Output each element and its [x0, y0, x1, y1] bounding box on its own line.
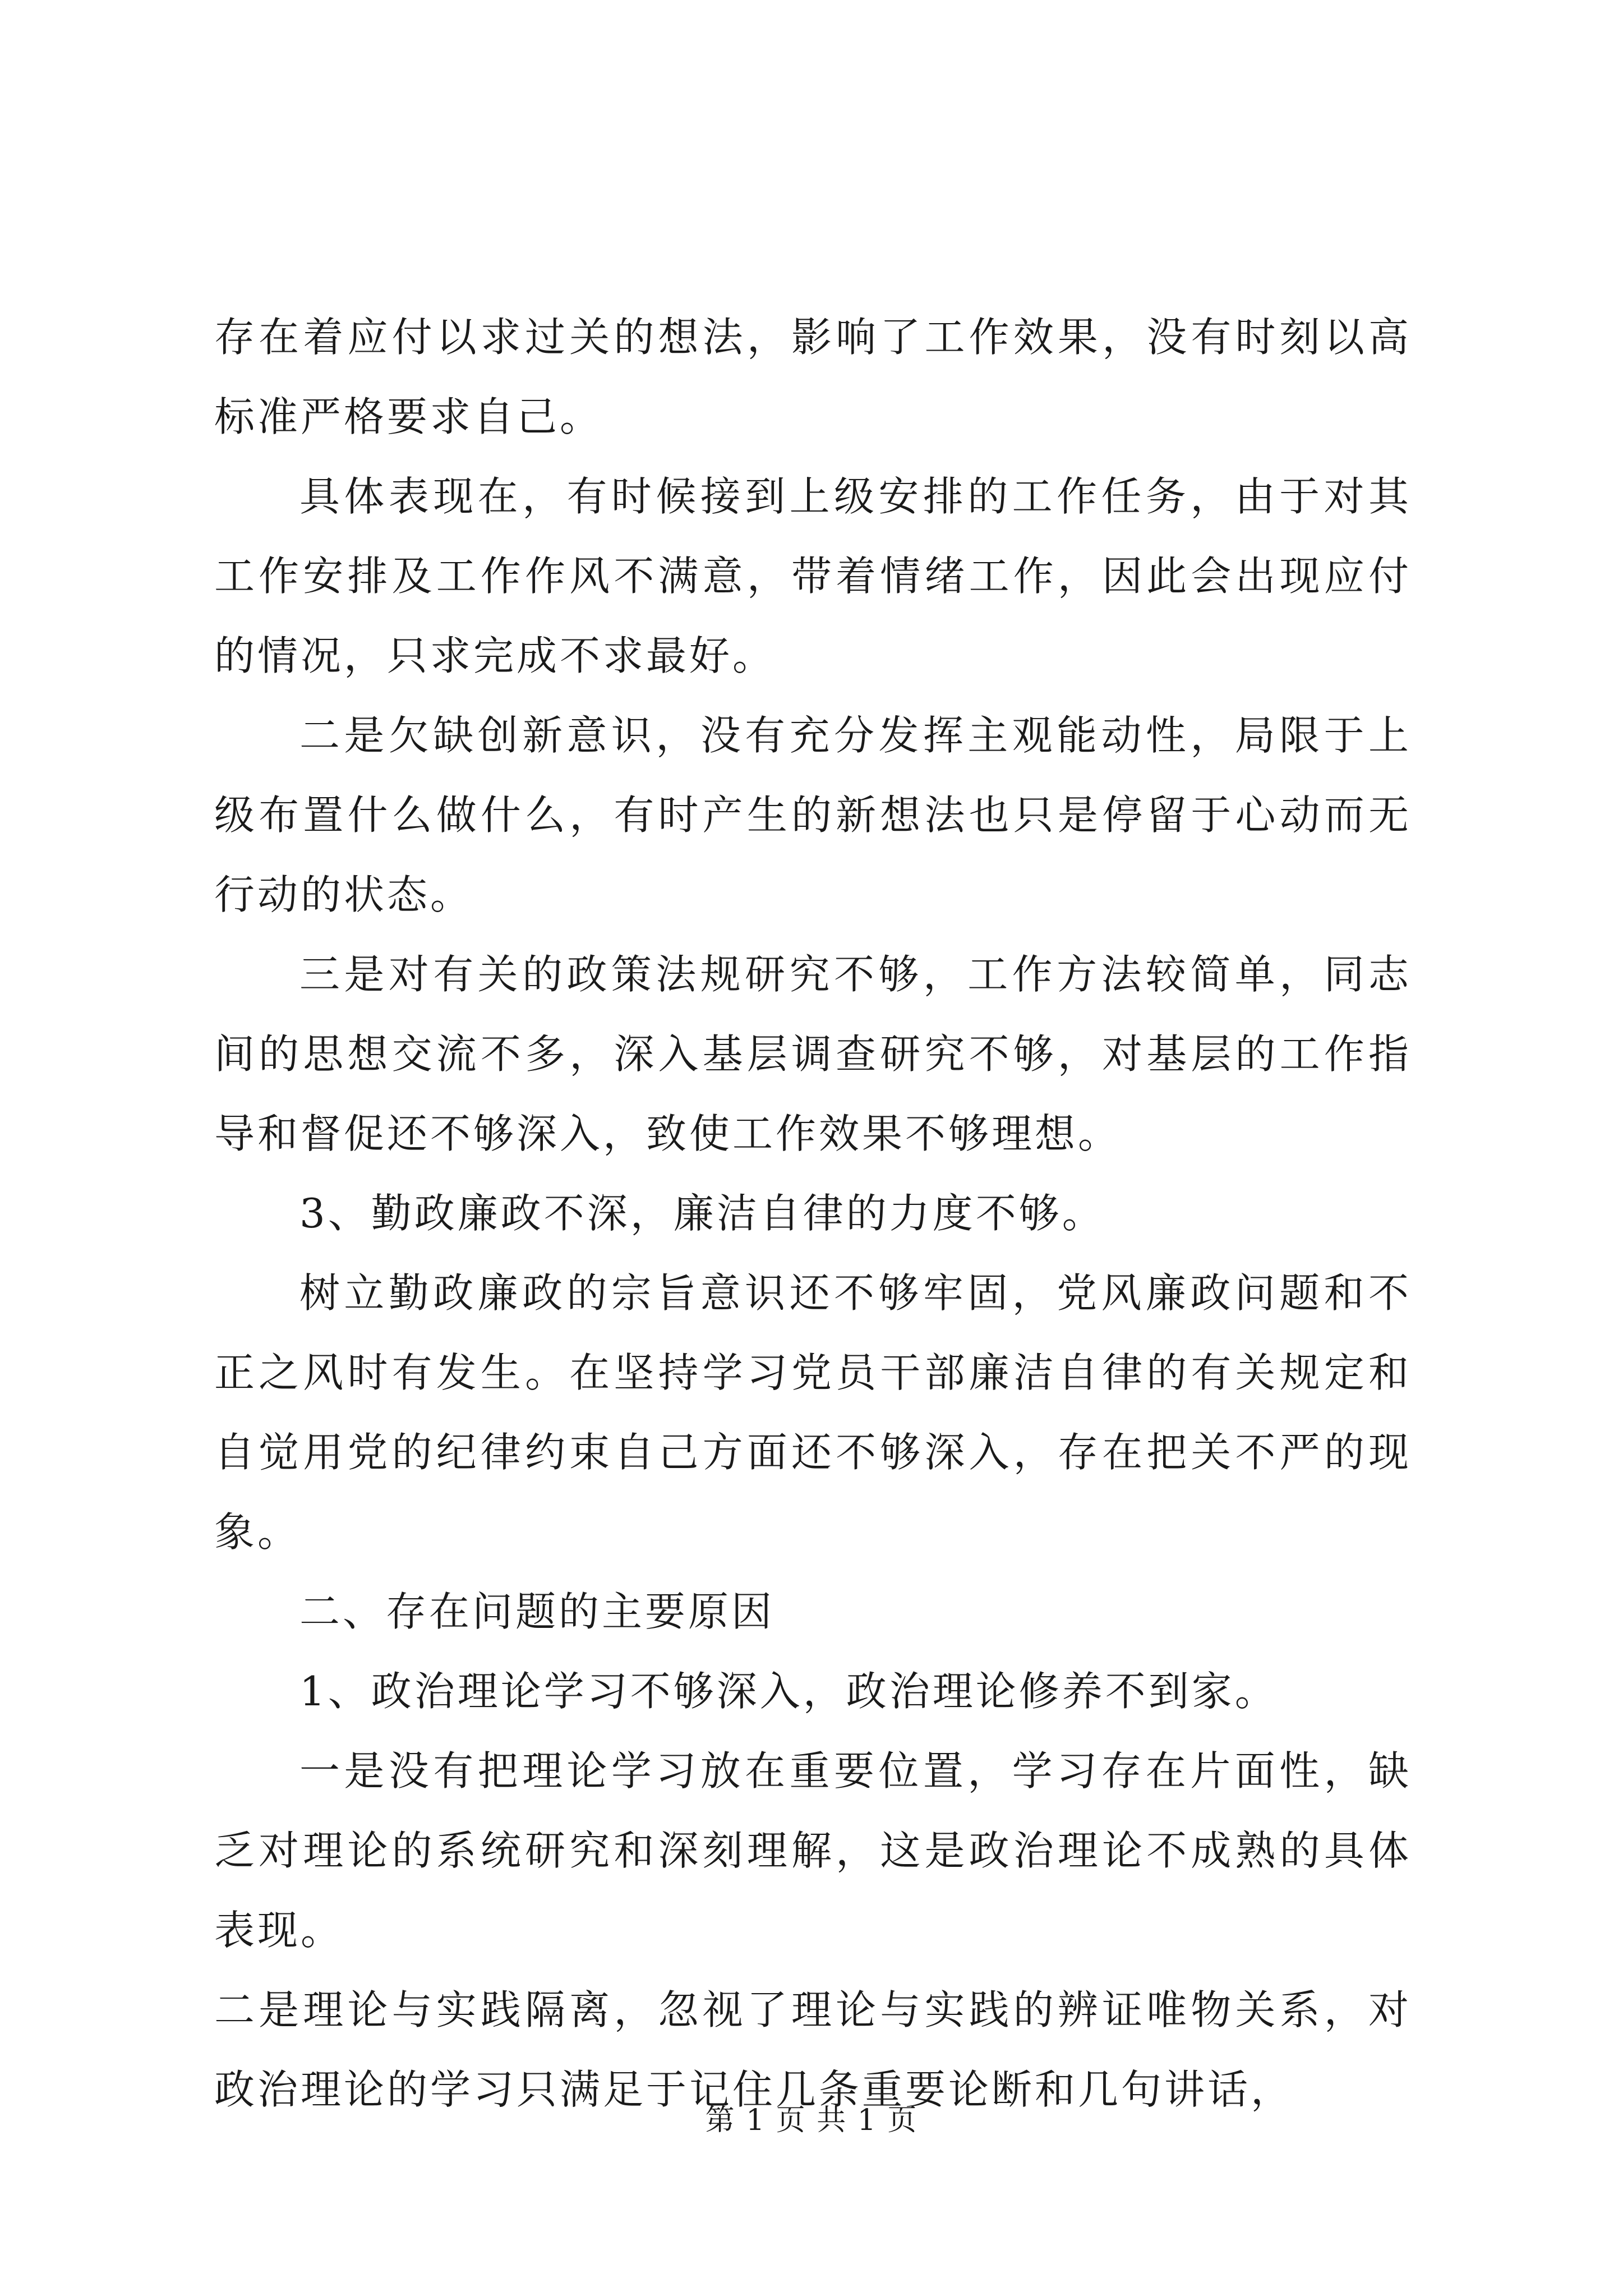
- section-heading: 二、存在问题的主要原因: [299, 1588, 775, 1635]
- page-footer: 第 1 页 共 1 页: [705, 2104, 918, 2137]
- paragraph-5: 3、勤政廉政不深，廉洁自律的力度不够。: [299, 1190, 1105, 1237]
- paragraph-9: 一是没有把理论学习放在重要位置，学习存在片面性，缺乏对理论的系统研究和深刻理解，这是政治理论不成熟的具体表现。: [214, 1747, 1412, 1954]
- paragraph-2: 具体表现在，有时候接到上级安排的工作任务，由于对其工作安排及工作作风不满意，带着情绪工作，因此会出现应付的情况，只求完成不求最好。: [214, 473, 1412, 679]
- document-body: [214, 297, 1412, 2129]
- paragraph-3: 二是欠缺创新意识，没有充分发挥主观能动性，局限于上级布置什么做什么，有时产生的新想法也只是停留于心动而无行动的状态。: [214, 712, 1412, 918]
- paragraph-4: 三是对有关的政策法规研究不够，工作方法较简单，同志间的思想交流不多，深入基层调查研究不够，对基层的工作指导和督促还不够深入，致使工作效果不够理想。: [214, 951, 1412, 1157]
- paragraph-8: 1、政治理论学习不够深入，政治理论修养不到家。: [299, 1668, 1278, 1715]
- paragraph-1: 存在着应付以求过关的想法，影响了工作效果，没有时刻以高标准严格要求自己。: [214, 314, 1412, 440]
- paragraph-6: 树立勤政廉政的宗旨意识还不够牢固，党风廉政问题和不正之风时有发生。在坚持学习党员干部廉洁自律的有关规定和自觉用党的纪律约束自己方面还不够深入，存在把关不严的现象。: [214, 1269, 1412, 1556]
- paragraph-10: 二是理论与实践隔离，忽视了理论与实践的辨证唯物关系，对政治理论的学习只满足于记住几条重要论断和几句讲话，: [214, 1986, 1412, 2113]
